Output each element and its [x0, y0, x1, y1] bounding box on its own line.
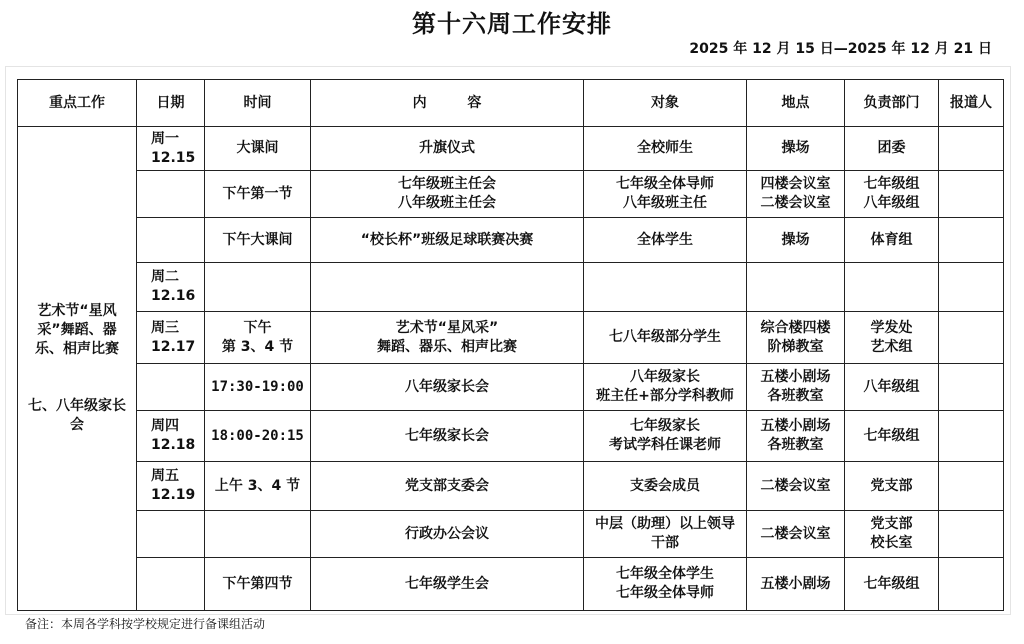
schedule-table	[17, 79, 1004, 611]
date-range: 2025 年 12 月 15 日—2025 年 12 月 21 日	[689, 41, 992, 57]
target-cell: 全校师生	[584, 127, 747, 171]
reporter-cell	[939, 511, 1004, 558]
date-cell: 周三 12.17	[137, 312, 205, 364]
date-cell: 周五 12.19	[137, 462, 205, 511]
dept-cell: 七年级组	[845, 411, 939, 462]
reporter-cell	[939, 411, 1004, 462]
target-cell: 七年级家长 考试学科任课老师	[584, 411, 747, 462]
time-cell: 18:00-20:15	[205, 411, 311, 462]
date-cell: 周四 12.18	[137, 411, 205, 462]
content-cell: 艺术节“星风采” 舞蹈、器乐、相声比赛	[311, 312, 584, 364]
location-cell: 五楼小剧场 各班教室	[747, 364, 845, 411]
target-cell: 七年级全体导师 八年级班主任	[584, 171, 747, 218]
table-row	[18, 462, 1004, 511]
header-time: 时间	[205, 80, 311, 127]
reporter-cell	[939, 558, 1004, 611]
table-row	[18, 263, 1004, 312]
content-cell: 七年级学生会	[311, 558, 584, 611]
dept-cell: 团委	[845, 127, 939, 171]
date-cell	[137, 511, 205, 558]
header-focus-work: 重点工作	[18, 80, 137, 127]
header-target: 对象	[584, 80, 747, 127]
date-cell	[137, 218, 205, 263]
dept-cell: 七年级组	[845, 558, 939, 611]
location-cell: 二楼会议室	[747, 462, 845, 511]
time-cell	[205, 263, 311, 312]
content-cell	[311, 263, 584, 312]
table-row	[18, 312, 1004, 364]
focus-work-cell: 艺术节“星风 采”舞蹈、器 乐、相声比赛 七、八年级家长 会	[18, 127, 137, 611]
content-cell: 升旗仪式	[311, 127, 584, 171]
dept-cell: 七年级组 八年级组	[845, 171, 939, 218]
dept-cell	[845, 263, 939, 312]
footnote: 备注：本周各学科按学校规定进行备课组活动	[25, 617, 266, 631]
time-cell	[205, 511, 311, 558]
target-cell: 七年级全体学生 七年级全体导师	[584, 558, 747, 611]
location-cell: 综合楼四楼 阶梯教室	[747, 312, 845, 364]
table-row	[18, 171, 1004, 218]
table-row	[18, 558, 1004, 611]
content-cell: 党支部支委会	[311, 462, 584, 511]
location-cell: 五楼小剧场	[747, 558, 845, 611]
location-cell	[747, 263, 845, 312]
dept-cell: 八年级组	[845, 364, 939, 411]
target-cell: 全体学生	[584, 218, 747, 263]
header-content: 内 容	[311, 80, 584, 127]
content-cell: 七年级家长会	[311, 411, 584, 462]
target-cell: 七八年级部分学生	[584, 312, 747, 364]
header-date: 日期	[137, 80, 205, 127]
target-cell: 中层（助理）以上领导 干部	[584, 511, 747, 558]
location-cell: 五楼小剧场 各班教室	[747, 411, 845, 462]
content-cell: 八年级家长会	[311, 364, 584, 411]
table-row	[18, 364, 1004, 411]
time-cell: 下午大课间	[205, 218, 311, 263]
time-cell: 下午 第 3、4 节	[205, 312, 311, 364]
table-row	[18, 411, 1004, 462]
dept-cell: 学发处 艺术组	[845, 312, 939, 364]
page-title: 第十六周工作安排	[412, 10, 612, 38]
target-cell: 支委会成员	[584, 462, 747, 511]
location-cell: 操场	[747, 218, 845, 263]
table-row	[18, 511, 1004, 558]
location-cell: 四楼会议室 二楼会议室	[747, 171, 845, 218]
header-location: 地点	[747, 80, 845, 127]
time-cell: 大课间	[205, 127, 311, 171]
reporter-cell	[939, 364, 1004, 411]
reporter-cell	[939, 171, 1004, 218]
dept-cell: 党支部 校长室	[845, 511, 939, 558]
reporter-cell	[939, 263, 1004, 312]
header-reporter: 报道人	[939, 80, 1004, 127]
date-cell	[137, 171, 205, 218]
table-row	[18, 218, 1004, 263]
reporter-cell	[939, 462, 1004, 511]
time-cell: 下午第四节	[205, 558, 311, 611]
time-cell: 17:30-19:00	[205, 364, 311, 411]
table-row	[18, 127, 1004, 171]
location-cell: 二楼会议室	[747, 511, 845, 558]
date-cell: 周二 12.16	[137, 263, 205, 312]
header-row	[18, 80, 1004, 127]
content-cell: “校长杯”班级足球联赛决赛	[311, 218, 584, 263]
location-cell: 操场	[747, 127, 845, 171]
target-cell: 八年级家长 班主任+部分学科教师	[584, 364, 747, 411]
content-cell: 行政办公会议	[311, 511, 584, 558]
target-cell	[584, 263, 747, 312]
dept-cell: 党支部	[845, 462, 939, 511]
header-dept: 负责部门	[845, 80, 939, 127]
date-cell	[137, 364, 205, 411]
time-cell: 上午 3、4 节	[205, 462, 311, 511]
reporter-cell	[939, 127, 1004, 171]
reporter-cell	[939, 312, 1004, 364]
content-cell: 七年级班主任会 八年级班主任会	[311, 171, 584, 218]
reporter-cell	[939, 218, 1004, 263]
date-cell	[137, 558, 205, 611]
dept-cell: 体育组	[845, 218, 939, 263]
date-cell: 周一 12.15	[137, 127, 205, 171]
time-cell: 下午第一节	[205, 171, 311, 218]
